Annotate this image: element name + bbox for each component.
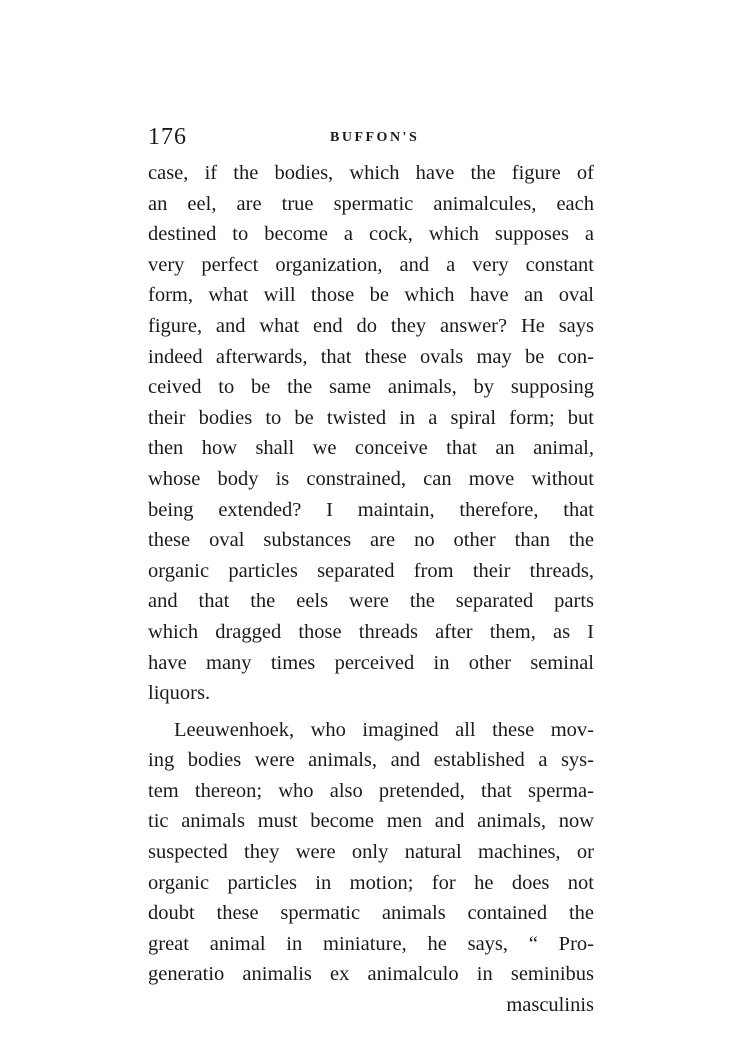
text-line: organic particles separated from their threads, (148, 559, 594, 582)
running-head (148, 124, 594, 154)
text-line: have many times perceived in other seminal (148, 651, 594, 674)
text-line: indeed afterwards, that these ovals may be con- (148, 345, 594, 368)
text-line: great animal in miniature, he says, “ Pro- (148, 932, 594, 955)
text-line: suspected they were only natural machines, or (148, 841, 594, 864)
text-line: whose body is constrained, can move without (148, 467, 594, 490)
text-line: ceived to be the same animals, by supposing (148, 376, 594, 399)
text-line: liquors. (148, 682, 211, 705)
text-line: doubt these spermatic animals contained the (148, 902, 594, 925)
text-line: form, what will those be which have an oval (148, 284, 594, 307)
text-line: then how shall we conceive that an animal, (148, 437, 594, 460)
text-line: case, if the bodies, which have the figure of (148, 162, 594, 184)
text-line: organic particles in motion; for he does not (148, 871, 594, 894)
text-line: being extended? I maintain, therefore, that (148, 498, 594, 521)
text-line: and that the eels were the separated parts (148, 590, 594, 613)
text-line: an eel, are true spermatic animalcules, each (148, 192, 594, 215)
text-line: Leeuwenhoek, who imagined all these mov- (174, 718, 594, 741)
text-line: which dragged those threads after them, as I (148, 620, 594, 643)
text-line: their bodies to be twisted in a spiral form; but (148, 406, 594, 429)
text-line: very perfect organization, and a very constant (148, 253, 594, 276)
text-line: ing bodies were animals, and established a sys- (148, 749, 594, 772)
page-number: 176 (148, 124, 187, 150)
paragraph-1 (148, 158, 594, 709)
text-line: tic animals must become men and animals, now (148, 810, 594, 833)
body-text (148, 158, 594, 1021)
text-line: figure, and what end do they answer? He says (148, 314, 594, 337)
text-line: generatio animalis ex animalculo in seminibus (148, 963, 594, 986)
paragraph-2 (148, 715, 594, 990)
catchword: masculinis (506, 994, 594, 1017)
running-title: BUFFON'S (330, 130, 420, 145)
text-line: these oval substances are no other than the (148, 529, 594, 552)
text-line: tem thereon; who also pretended, that sperma- (148, 779, 594, 802)
text-line: destined to become a cock, which supposes a (148, 223, 594, 246)
